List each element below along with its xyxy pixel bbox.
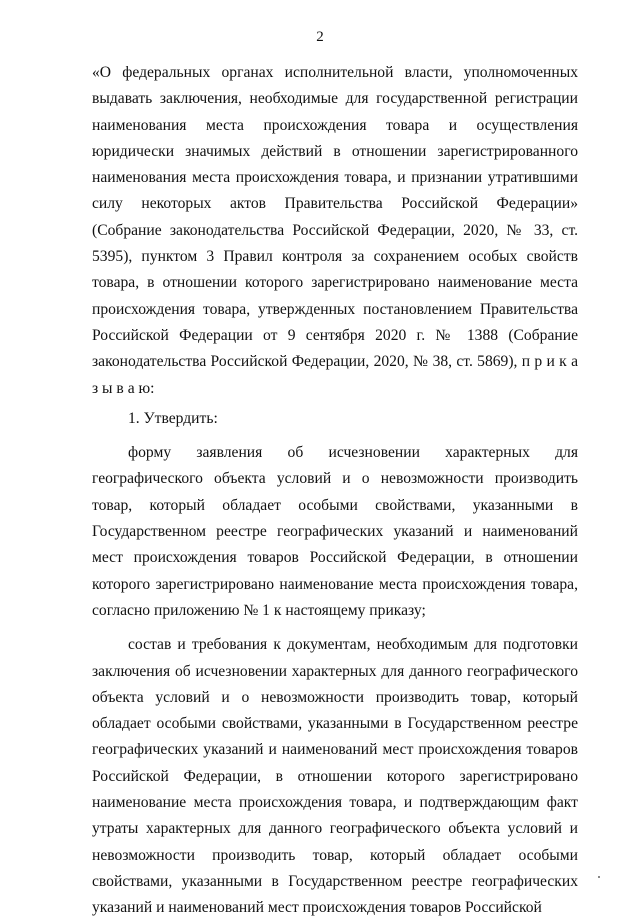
document-body [92, 60, 578, 922]
paragraph-approve-heading: 1. Утвердить: [128, 409, 218, 427]
scan-speck [598, 876, 600, 878]
paragraph-application-form: форму заявления об исчезновении характерных для географического объекта условий и о невозможности производить товар, который обладает особыми свойствами, указанными в Государственном реестре географических указаний и наименований мест происхождения товаров Российской Федерации, в отношении которого зарегистрировано наименование места происхождения товара, согласно приложению № 1 к настоящему приказу; [92, 444, 578, 619]
paragraph-document-requirements: состав и требования к документам, необходимым для подготовки заключения об исчезновении характерных для данного географического объекта условий и о невозможности производить товар, который обладает особыми свойствами, указанными в Государственном реестре географических указаний и наименований мест происхождения товаров Российской Федерации, в отношении которого зарегистрировано наименование места происхождения товара, и подтверждающим факт утраты характерных для данного географического объекта условий и невозможности производить товар, который обладает особыми свойствами, указанными в Государственном реестре географических указаний и наименований мест происхождения товаров Российской [92, 636, 578, 917]
page-number: 2 [316, 29, 324, 45]
paragraph-preamble-continuation: «О федеральных органах исполнительной власти, уполномоченных выдавать заключения, необходимые для государственной регистрации наименования места происхождения товара и осуществления юридически значимых действий в отношении зарегистрированного наименования места происхождения товара, и признании утратившими силу некоторых актов Правительства Российской Федерации» (Собрание законодательства Российской Федерации, 2020, № 33, ст. 5395), пунктом 3 Правил контроля за сохранением особых свойств товара, в отношении которого зарегистрировано наименование места происхождения товара, утвержденных постановлением Правительства Российской Федерации от 9 сентября 2020 г. № 1388 (Собрание законодательства Российской Федерации, 2020, № 38, ст. 5869), п р и к а з ы в а ю: [92, 64, 578, 397]
